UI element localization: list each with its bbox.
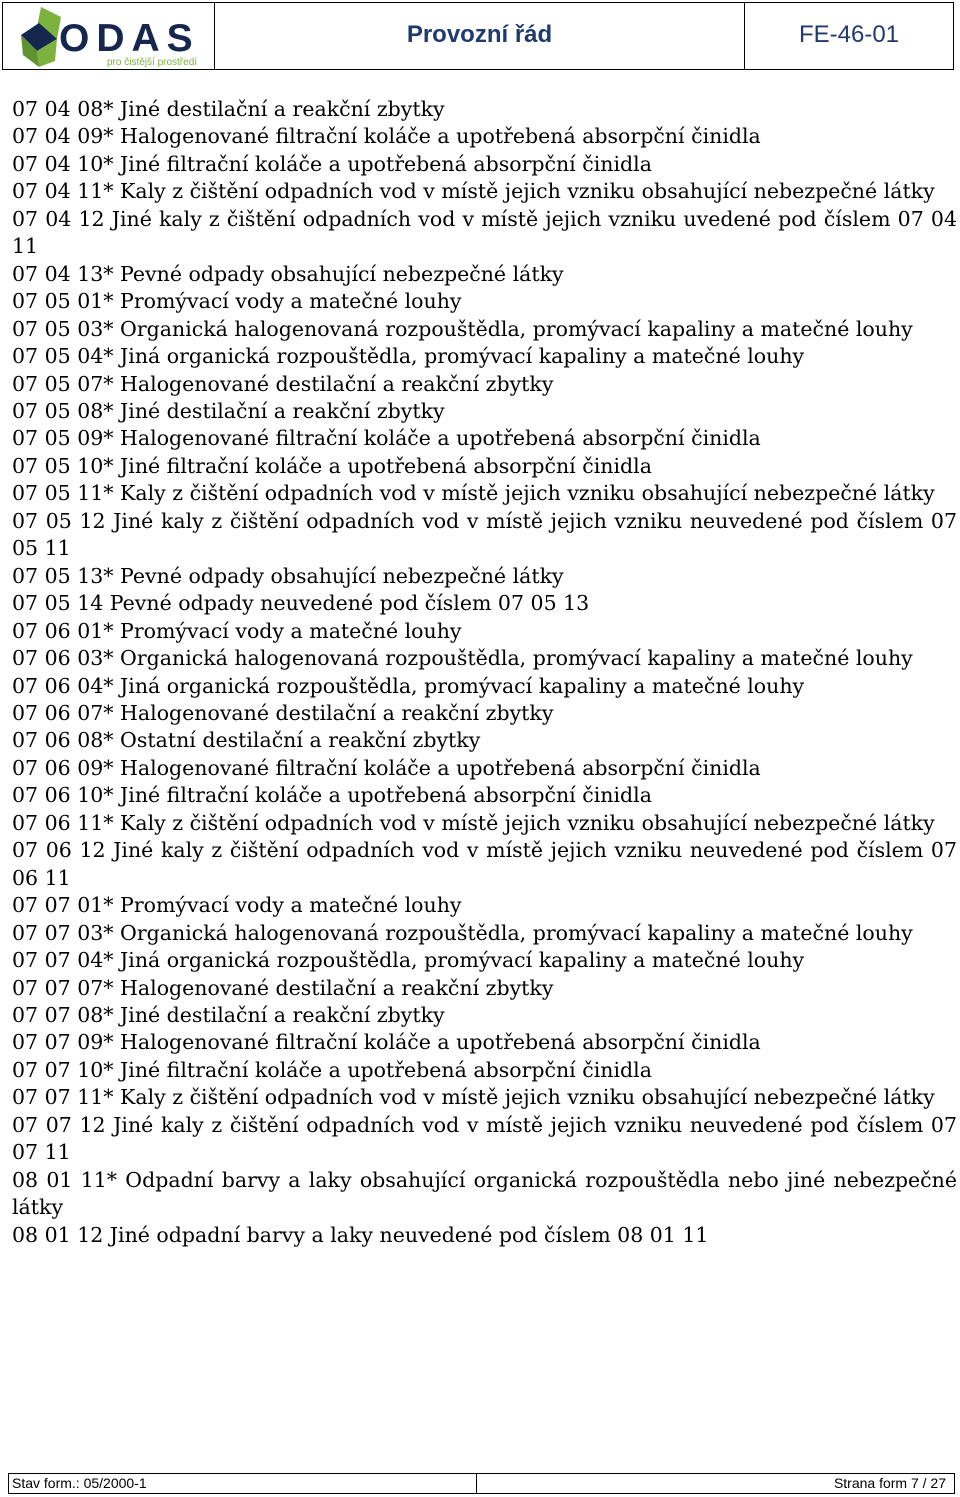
list-item: 07 05 07* Halogenované destilační a reakční zbytky (12, 371, 554, 396)
header-code-cell (745, 3, 953, 69)
list-item: 07 05 12 Jiné kaly z čištění odpadních vod v místě jejich vzniku neuvedené pod číslem 07 05 11 (12, 508, 957, 561)
list-item: 07 05 08* Jiné destilační a reakční zbytky (12, 398, 445, 423)
logo-text: ODAS (59, 17, 200, 60)
list-item: 07 05 04* Jiná organická rozpouštědla, promývací kapaliny a matečné louhy (12, 344, 805, 369)
form-status: Stav form.: 05/2000-1 (9, 1474, 477, 1493)
list-item: 07 05 14 Pevné odpady neuvedené pod číslem 07 05 13 (12, 591, 590, 616)
list-item: 08 01 11* Odpadní barvy a laky obsahující organická rozpouštědla nebo jiné nebezpečné látky (12, 1167, 957, 1220)
list-item: 07 04 08* Jiné destilační a reakční zbytky (12, 97, 445, 121)
list-item: 07 06 04* Jiná organická rozpouštědla, promývací kapaliny a matečné louhy (12, 673, 805, 698)
list-item: 07 06 01* Promývací vody a matečné louhy (12, 618, 462, 643)
list-item: 07 06 09* Halogenované filtrační koláče a upotřebená absorpční činidla (12, 755, 761, 780)
list-item: 07 04 11* Kaly z čištění odpadních vod v místě jejich vzniku obsahující nebezpečné látky (12, 179, 935, 204)
list-item: 07 07 11* Kaly z čištění odpadních vod v místě jejich vzniku obsahující nebezpečné látky (12, 1085, 935, 1110)
list-item: 07 05 03* Organická halogenovaná rozpouštědla, promývací kapaliny a matečné louhy (12, 316, 913, 341)
page-header (2, 2, 954, 70)
list-item: 07 06 10* Jiné filtrační koláče a upotřebená absorpční činidla (12, 783, 652, 808)
list-item: 07 05 10* Jiné filtrační koláče a upotřebená absorpční činidla (12, 453, 652, 478)
list-item: 07 07 09* Halogenované filtrační koláče a upotřebená absorpční činidla (12, 1030, 761, 1055)
list-item: 07 06 08* Ostatní destilační a reakční zbytky (12, 728, 481, 753)
document-code: FE-46-01 (798, 21, 900, 48)
list-item: 07 04 13* Pevné odpady obsahující nebezpečné látky (12, 261, 564, 286)
list-item: 07 04 10* Jiné filtrační koláče a upotřebená absorpční činidla (12, 151, 652, 176)
list-item: 07 05 13* Pevné odpady obsahující nebezpečné látky (12, 563, 564, 588)
page-number: Strana form 7 / 27 (833, 1475, 946, 1491)
list-item: 07 07 07* Halogenované destilační a reakční zbytky (12, 975, 554, 1000)
list-item: 07 04 09* Halogenované filtrační koláče a upotřebená absorpční činidla (12, 124, 761, 149)
list-item: 07 07 01* Promývací vody a matečné louhy (12, 893, 462, 918)
list-item: 07 06 12 Jiné kaly z čištění odpadních vod v místě jejich vzniku neuvedené pod číslem 07 06 11 (12, 838, 957, 890)
list-item: 07 06 11* Kaly z čištění odpadních vod v místě jejich vzniku obsahující nebezpečné látky (12, 810, 935, 835)
waste-code-list (12, 96, 957, 1249)
list-item: 07 05 01* Promývací vody a matečné louhy (12, 289, 462, 314)
list-item: 07 07 12 Jiné kaly z čištění odpadních vod v místě jejich vzniku neuvedené pod číslem 07 07 11 (12, 1112, 957, 1165)
list-item: 07 06 07* Halogenované destilační a reakční zbytky (12, 700, 554, 725)
list-item: 07 04 12 Jiné kaly z čištění odpadních vod v místě jejich vzniku uvedené pod číslem 07 04 11 (12, 206, 957, 259)
list-item: 07 07 03* Organická halogenovaná rozpouštědla, promývací kapaliny a matečné louhy (12, 920, 913, 945)
list-item: 07 05 11* Kaly z čištění odpadních vod v místě jejich vzniku obsahující nebezpečné látky (12, 481, 935, 506)
list-item: 07 07 08* Jiné destilační a reakční zbytky (12, 1002, 445, 1027)
list-item: 08 01 12 Jiné odpadní barvy a laky neuvedené pod číslem 08 01 11 (12, 1222, 709, 1247)
page-footer (8, 1473, 955, 1494)
logo (3, 3, 215, 69)
list-item: 07 07 10* Jiné filtrační koláče a upotřebená absorpční činidla (12, 1057, 652, 1082)
list-item: 07 05 09* Halogenované filtrační koláče a upotřebená absorpční činidla (12, 426, 761, 451)
list-item: 07 07 04* Jiná organická rozpouštědla, promývací kapaliny a matečné louhy (12, 948, 805, 973)
list-item: 07 06 03* Organická halogenovaná rozpouštědla, promývací kapaliny a matečné louhy (12, 646, 913, 671)
document-title: Provozní řád (406, 21, 553, 48)
logo-tagline: pro čistější prostředí (107, 57, 198, 68)
header-title-cell (215, 3, 745, 69)
